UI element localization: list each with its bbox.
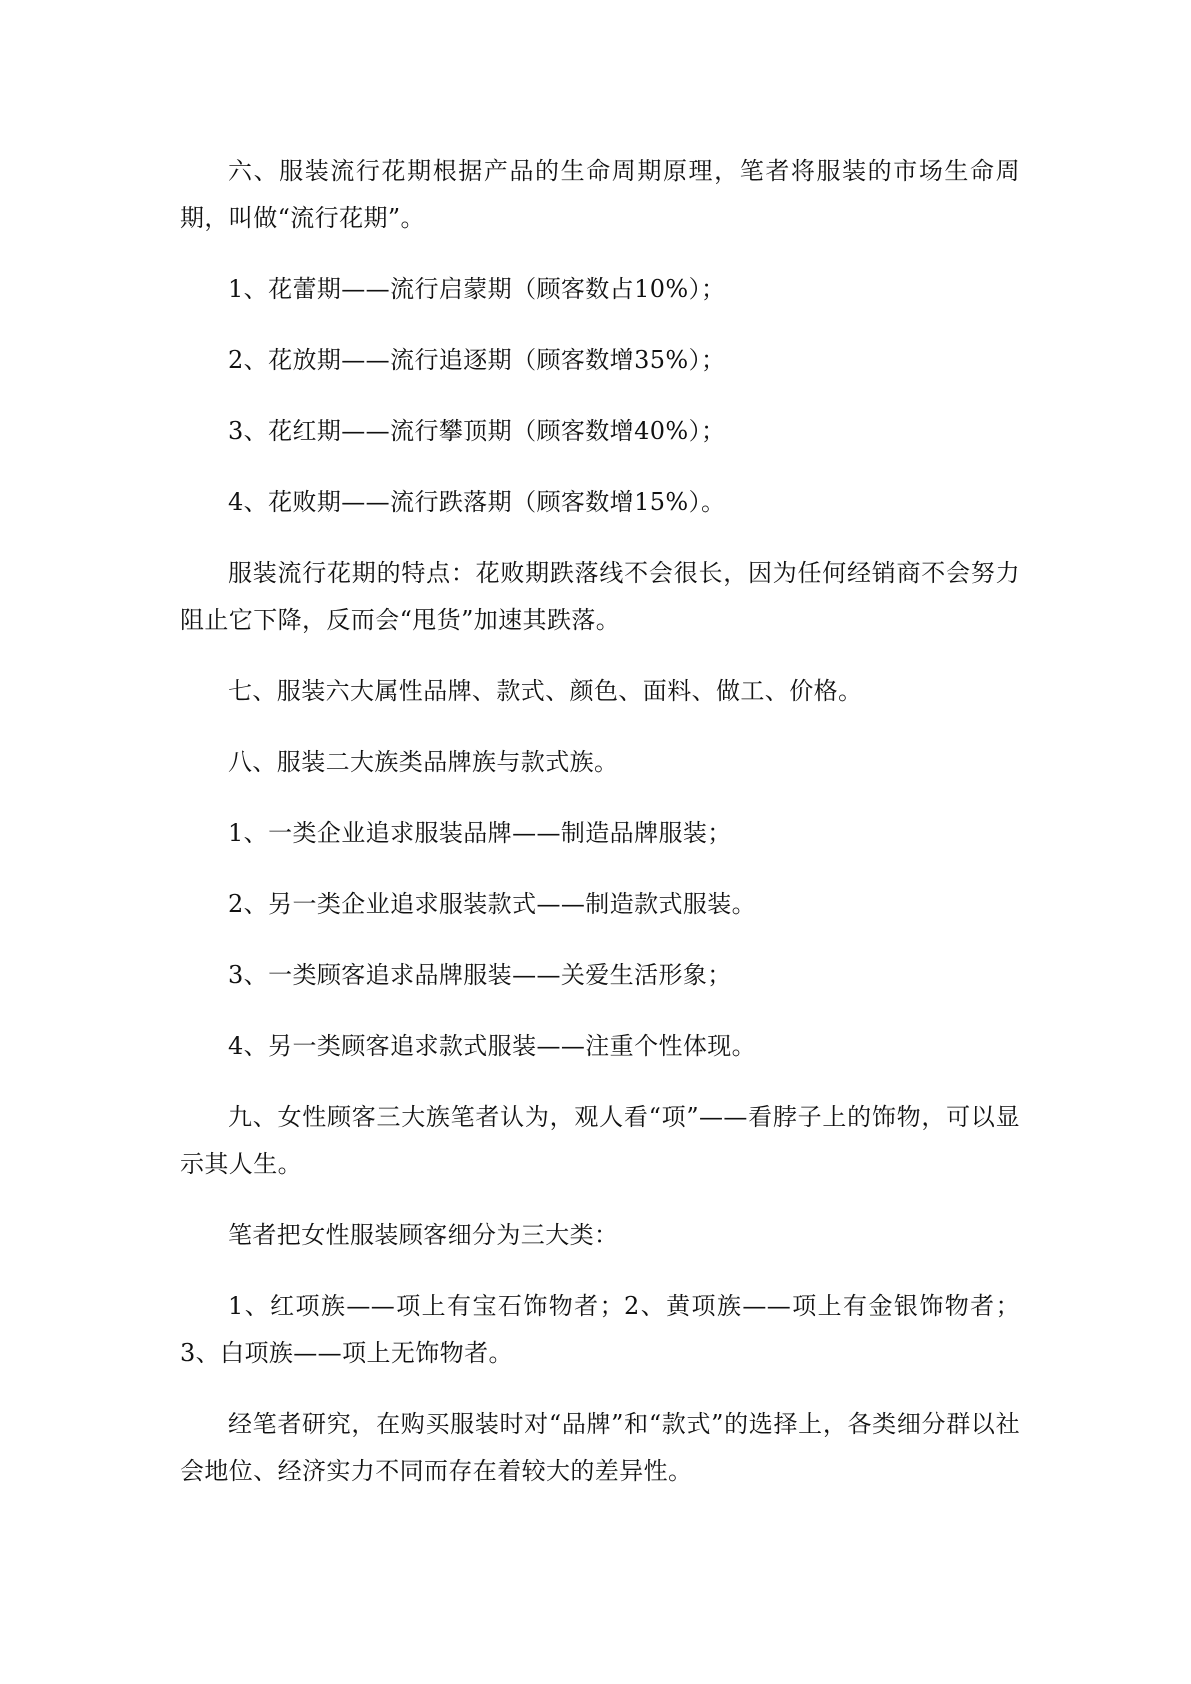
paragraph-section-seven: 七、服装六大属性品牌、款式、颜色、面料、做工、价格。 [228,677,863,705]
paragraph-gap [180,1259,1020,1283]
paragraph-brand-customer: 3、一类顾客追求品牌服装——关爱生活形象； [228,961,732,989]
paragraph-section-six: 六、服装流行花期根据产品的生命周期原理，笔者将服装的市场生命周期，叫做“流行花期”。 [180,157,1020,232]
paragraph-gap [180,1188,1020,1212]
paragraph-style-customer: 4、另一类顾客追求款式服装——注重个性体现。 [228,1032,757,1060]
paragraph-gap [180,313,1020,337]
paragraph-style-enterprise: 2、另一类企业追求服装款式——制造款式服装。 [228,890,757,918]
paragraph-bloom-period: 2、花放期——流行追逐期（顾客数增35%）； [228,346,726,374]
paragraph-section-eight: 八、服装二大族类品牌族与款式族。 [228,748,619,776]
paragraph-section-nine: 九、女性顾客三大族笔者认为，观人看“项”——看脖子上的饰物，可以显示其人生。 [180,1103,1020,1178]
document-body [180,148,1020,1495]
paragraph-gap [180,526,1020,550]
paragraph-brand-enterprise: 1、一类企业追求服装品牌——制造品牌服装； [228,819,732,847]
paragraph-three-categories: 笔者把女性服装顾客细分为三大类： [228,1221,619,1249]
paragraph-gap [180,928,1020,952]
paragraph-gap [180,242,1020,266]
paragraph-necklace-groups: 1、红项族——项上有宝石饰物者；2、黄项族——项上有金银饰物者；3、白项族——项上无饰物者。 [180,1292,1020,1367]
paragraph-gap [180,1377,1020,1401]
paragraph-gap [180,455,1020,479]
paragraph-gap [180,1070,1020,1094]
paragraph-decline-period: 4、花败期——流行跌落期（顾客数增15%）。 [228,488,726,516]
paragraph-gap [180,715,1020,739]
paragraph-bud-period: 1、花蕾期——流行启蒙期（顾客数占10%）； [228,275,726,303]
paragraph-gap [180,384,1020,408]
paragraph-gap [180,786,1020,810]
paragraph-research-conclusion: 经笔者研究，在购买服装时对“品牌”和“款式”的选择上，各类细分群以社会地位、经济实力不同而存在着较大的差异性。 [180,1410,1020,1485]
paragraph-gap [180,644,1020,668]
paragraph-gap [180,999,1020,1023]
paragraph-gap [180,857,1020,881]
paragraph-peak-period: 3、花红期——流行攀顶期（顾客数增40%）； [228,417,726,445]
paragraph-flower-period-features: 服装流行花期的特点：花败期跌落线不会很长，因为任何经销商不会努力阻止它下降，反而会“甩货”加速其跌落。 [180,559,1020,634]
